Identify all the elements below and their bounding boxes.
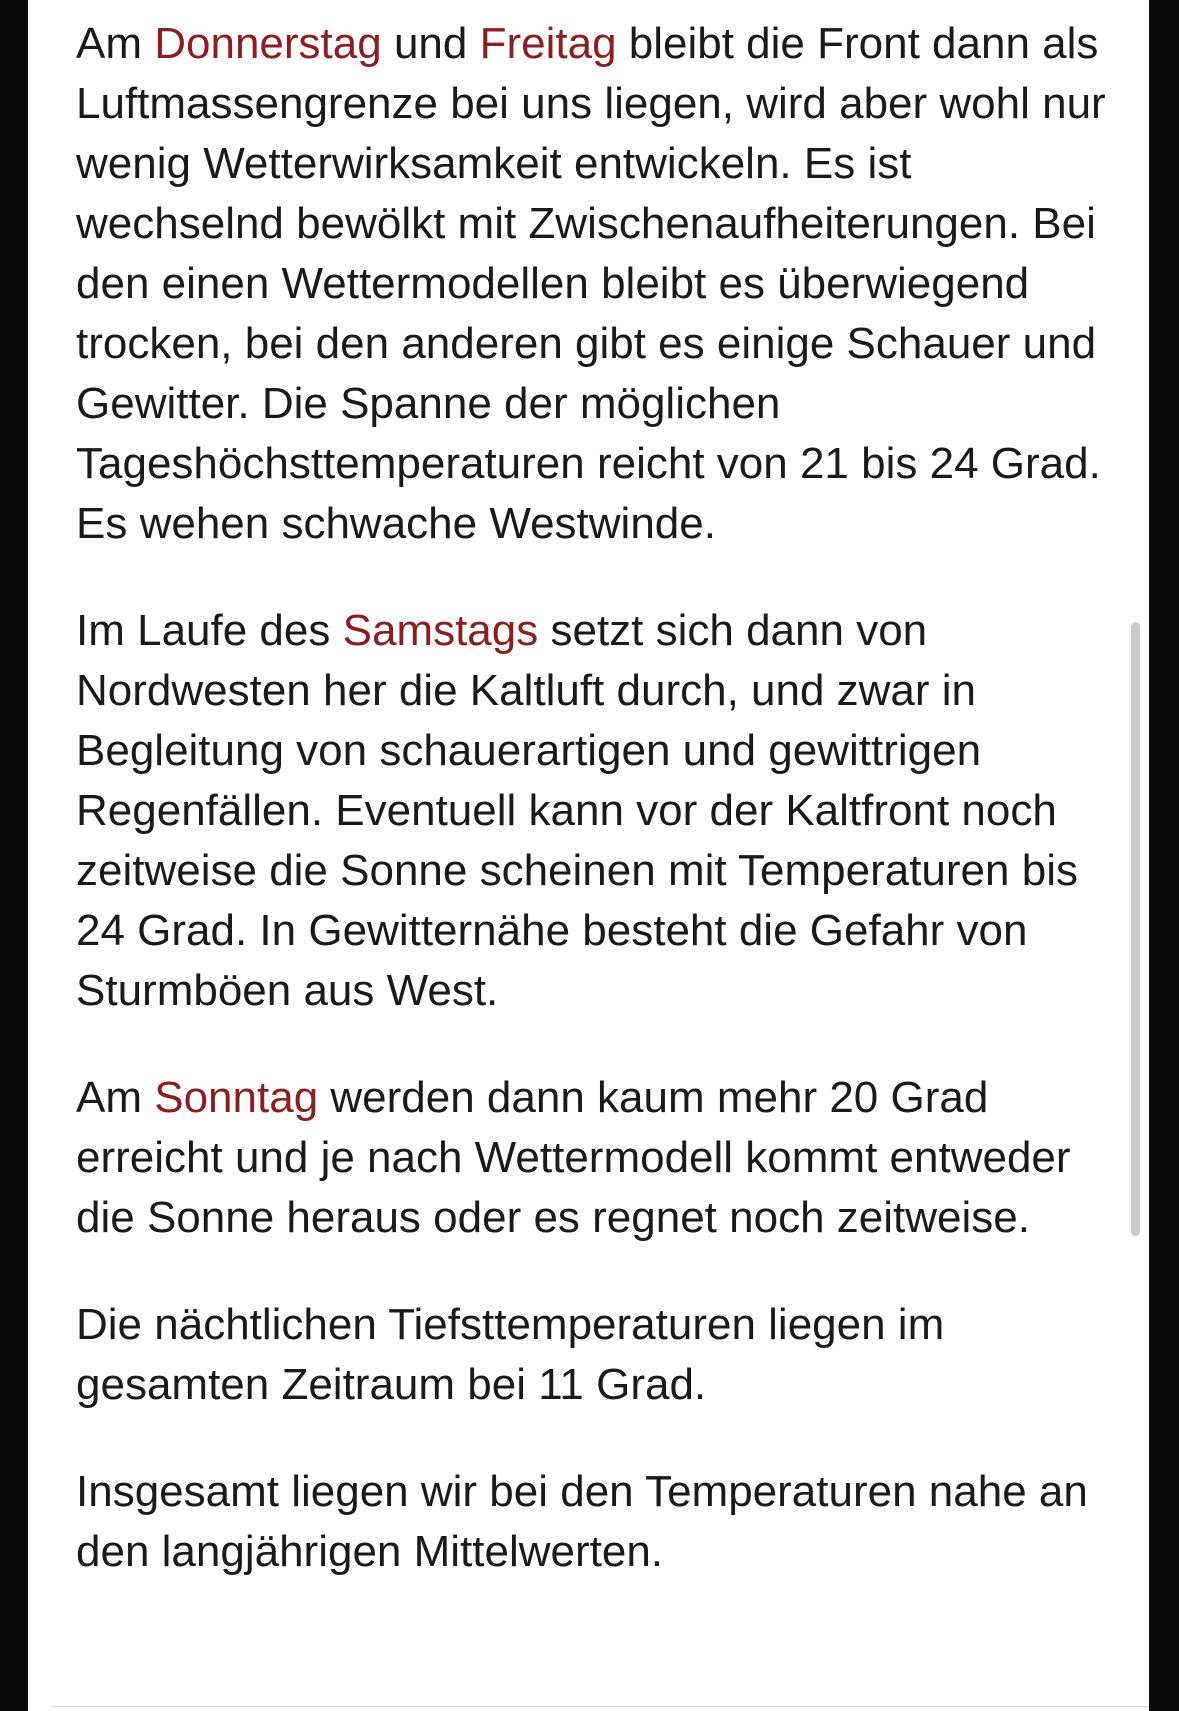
day-sunday: Sonntag	[154, 1073, 319, 1122]
paragraph-sunday	[76, 1068, 1116, 1248]
divider	[52, 1706, 1149, 1707]
day-friday: Freitag	[479, 19, 617, 68]
text: und	[381, 19, 480, 68]
paragraph-summary	[76, 1462, 1116, 1582]
scrollbar-thumb[interactable]	[1131, 622, 1140, 1236]
weather-forecast-article	[76, 14, 1116, 1629]
text: Am	[76, 19, 155, 68]
paragraph-saturday	[76, 601, 1116, 1021]
text: Insgesamt liegen wir bei den Temperaturen nahe an den langjährigen Mittelwerten.	[76, 1467, 1088, 1576]
text: setzt sich dann von Nordwesten her die Kaltluft durch, und zwar in Begleitung von schauerartigen und gewittrigen Regenfällen. Eventuell kann vor der Kaltfront noch zeitweise die Sonne scheinen mit Temperaturen bis 24 Grad. In Gewitternähe besteht die Gefahr von Sturmböen aus West.	[76, 606, 1078, 1015]
text: bleibt die Front dann als Luftmassengrenze bei uns liegen, wird aber wohl nur wenig Wetterwirksamkeit entwickeln. Es ist wechselnd bewölkt mit Zwischenaufheiterungen. Bei den einen Wettermodellen bleibt es überwiegend trocken, bei den anderen gibt es einige Schauer und Gewitter. Die Spanne der möglichen Tageshöchsttemperaturen reicht von 21 bis 24 Grad. Es wehen schwache Westwinde.	[76, 19, 1106, 548]
day-thursday: Donnerstag	[154, 19, 382, 68]
paragraph-night-temperatures	[76, 1295, 1116, 1415]
article-page	[28, 0, 1149, 1711]
text: Die nächtlichen Tiefsttemperaturen liegen im gesamten Zeitraum bei 11 Grad.	[76, 1300, 945, 1409]
text: werden dann kaum mehr 20 Grad erreicht und je nach Wettermodell kommt entweder die Sonne heraus oder es regnet noch zeitweise.	[76, 1073, 1071, 1242]
text: Am	[76, 1073, 155, 1122]
text: Im Laufe des	[76, 606, 343, 655]
day-saturday: Samstags	[342, 606, 539, 655]
paragraph-thursday-friday	[76, 14, 1116, 554]
